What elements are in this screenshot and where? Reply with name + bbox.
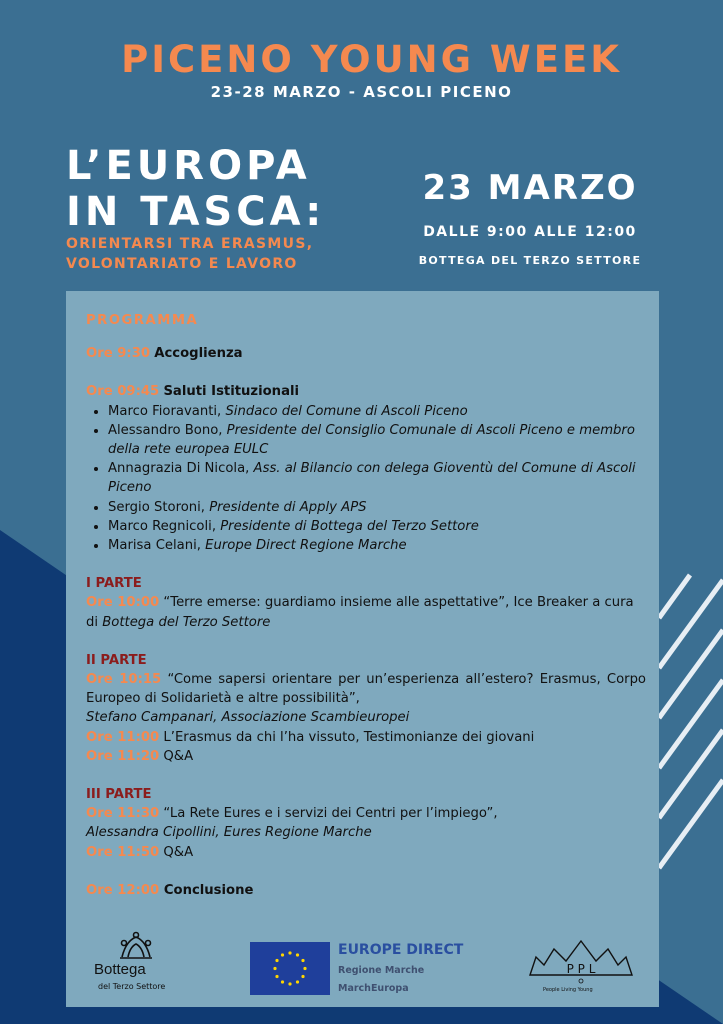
program-closing — [86, 881, 646, 900]
speaker-name: Marco Regnicoli, — [108, 518, 221, 534]
part2-item3 — [86, 747, 646, 766]
part2-item1 — [86, 670, 646, 708]
ppl-logo-icon — [526, 935, 636, 987]
bottega-sub: del Terzo Settore — [98, 982, 166, 991]
program-content — [86, 311, 646, 900]
speaker-item — [108, 459, 646, 497]
speaker-role: Europe Direct Regione Marche — [205, 538, 407, 554]
part1-time: Ore 10:00 — [86, 595, 160, 611]
speaker-role: Presidente di Bottega del Terzo Settore — [220, 518, 479, 534]
part3-speaker — [86, 823, 646, 842]
bottega-logo-icon — [116, 931, 156, 961]
greetings-time: Ore 09:45 — [86, 384, 160, 400]
speaker-name: Marisa Celani, — [108, 538, 206, 554]
part3-text1: “La Rete Eures e i servizi dei Centri per l’impiego”, — [159, 806, 498, 822]
welcome-time: Ore 9:30 — [86, 346, 151, 362]
part3-time1: Ore 11:30 — [86, 806, 160, 822]
speaker-role: Presidente di Apply APS — [209, 499, 367, 515]
event-title-line2: IN TASCA: — [66, 189, 326, 235]
part2-time1: Ore 10:15 — [86, 672, 162, 688]
speakers-list — [86, 402, 646, 556]
speaker-item — [108, 536, 646, 555]
event-venue: BOTTEGA DEL TERZO SETTORE — [418, 254, 642, 267]
event-subtitle-line1: ORIENTARSI TRA ERASMUS, — [66, 236, 314, 252]
part3-item2 — [86, 843, 646, 862]
speaker-item — [108, 402, 646, 421]
speaker-item — [108, 498, 646, 517]
page-subtitle: 23-28 MARZO - ASCOLI PICENO — [210, 83, 513, 101]
part2-time2: Ore 11:00 — [86, 729, 160, 745]
part1-heading: I PARTE — [86, 576, 142, 592]
eu-flag-icon — [250, 942, 330, 995]
program-greetings — [86, 382, 646, 401]
welcome-label: Accoglienza — [154, 346, 243, 362]
part1-org: Bottega del Terzo Settore — [102, 614, 271, 630]
speaker-name: Annagrazia Di Nicola, — [108, 461, 254, 477]
closing-time: Ore 12:00 — [86, 882, 160, 898]
diagonal-stripes — [659, 575, 723, 868]
part3-time2: Ore 11:50 — [86, 844, 160, 860]
speaker-role: Presidente del Consiglio Comunale di Ascoli Piceno e membro della rete europea EULC — [108, 422, 635, 458]
speaker-role: Ass. al Bilancio con delega Gioventù del Comune di Ascoli Piceno — [108, 461, 636, 496]
part3-text2: Q&A — [159, 844, 194, 860]
part3-heading: III PARTE — [86, 787, 152, 803]
event-time: DALLE 9:00 ALLE 12:00 — [423, 224, 637, 240]
program-heading: PROGRAMMA — [86, 313, 199, 328]
part2-text3: Q&A — [159, 748, 194, 764]
part1-text: “Terre emerse: guardiamo insieme alle aspettative”, Ice Breaker a cura di — [86, 595, 634, 630]
speaker-item — [108, 517, 646, 536]
event-title-line1: L’EUROPA — [66, 143, 311, 189]
program-welcome — [86, 344, 646, 363]
event-date: 23 MARZO — [422, 168, 638, 208]
part1-item — [86, 593, 646, 631]
event-subtitle-line2: VOLONTARIATO E LAVORO — [66, 256, 298, 272]
part2-heading: II PARTE — [86, 652, 147, 668]
part2-time3: Ore 11:20 — [86, 748, 160, 764]
europe-direct-title: EUROPE DIRECT — [338, 942, 464, 958]
ppl-letters: P P L — [566, 962, 596, 976]
speaker-name: Sergio Storoni, — [108, 499, 210, 515]
europe-direct-region: Regione Marche — [338, 965, 425, 976]
ppl-sub: People Living Young — [543, 987, 593, 993]
part2-text1: “Come sapersi orientare per un’esperienza all’estero? Erasmus, Corpo Europeo di Solidarietà e altre possibilità”, — [86, 672, 647, 707]
part2-speaker-name: Stefano Campanari, Associazione Scambieuropei — [86, 710, 410, 726]
speaker-name: Alessandro Bono, — [108, 422, 227, 438]
logos-bar — [66, 925, 659, 1005]
part3-speaker-name: Alessandra Cipollini, Eures Regione Marche — [86, 825, 372, 841]
speaker-item — [108, 421, 646, 459]
greetings-label: Saluti Istituzionali — [163, 384, 300, 400]
part2-speaker — [86, 708, 646, 727]
speaker-name: Marco Fioravanti, — [108, 403, 226, 419]
part3-item1 — [86, 804, 646, 823]
page-title: PICENO YOUNG WEEK — [121, 38, 622, 81]
event-title — [66, 143, 325, 235]
europe-direct-sub: MarchEuropa — [338, 983, 409, 994]
part2-text2: L’Erasmus da chi l’ha vissuto, Testimonianze dei giovani — [159, 729, 535, 745]
speaker-role: Sindaco del Comune di Ascoli Piceno — [225, 403, 468, 419]
closing-label: Conclusione — [159, 882, 254, 898]
part2-item2 — [86, 728, 646, 747]
bottega-name: Bottega — [94, 961, 146, 978]
event-subtitle — [66, 234, 313, 274]
